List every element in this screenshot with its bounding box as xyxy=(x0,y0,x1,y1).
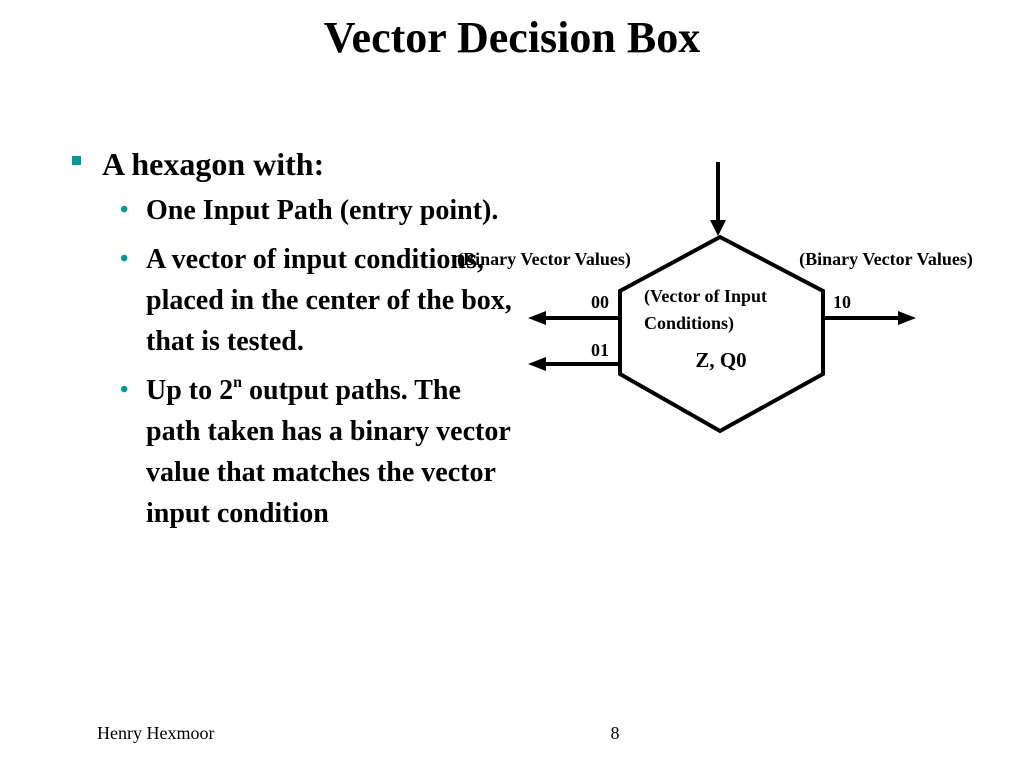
left-values-caption: (Binary Vector Values) xyxy=(457,249,631,269)
condition-vector-value: Z, Q0 xyxy=(695,348,747,372)
sub-bullet-text-end: output paths. The path taken has a binary vector value that matches the vector input condition xyxy=(146,375,511,529)
entry-arrowhead-icon xyxy=(710,220,726,236)
path-label-10: 10 xyxy=(833,292,851,312)
round-bullet-icon: • xyxy=(120,246,129,272)
page-number: 8 xyxy=(610,723,620,743)
condition-caption-line1: (Vector of Input xyxy=(644,286,768,306)
sub-bullet-text: One Input Path (entry point). xyxy=(146,195,499,226)
output-10-arrowhead-icon xyxy=(898,311,916,325)
path-label-01: 01 xyxy=(591,340,609,360)
path-label-00: 00 xyxy=(591,292,609,312)
footer-author: Henry Hexmoor xyxy=(97,723,215,743)
output-01-arrowhead-icon xyxy=(528,357,546,371)
sub-bullet-text: A vector of input conditions, placed in the center of the box, that is tested. xyxy=(146,244,512,357)
round-bullet-icon: • xyxy=(120,377,129,403)
superscript-n: n xyxy=(233,374,243,391)
condition-caption-line2: Conditions) xyxy=(644,313,735,333)
round-bullet-icon: • xyxy=(120,197,129,223)
bullet-main-text: A hexagon with: xyxy=(102,146,325,182)
decision-hexagon xyxy=(620,237,823,431)
sub-bullet-text-start: Up to 2 xyxy=(146,375,234,406)
output-00-arrowhead-icon xyxy=(528,311,546,325)
slide-title: Vector Decision Box xyxy=(323,13,701,62)
right-values-caption: (Binary Vector Values) xyxy=(799,249,973,269)
